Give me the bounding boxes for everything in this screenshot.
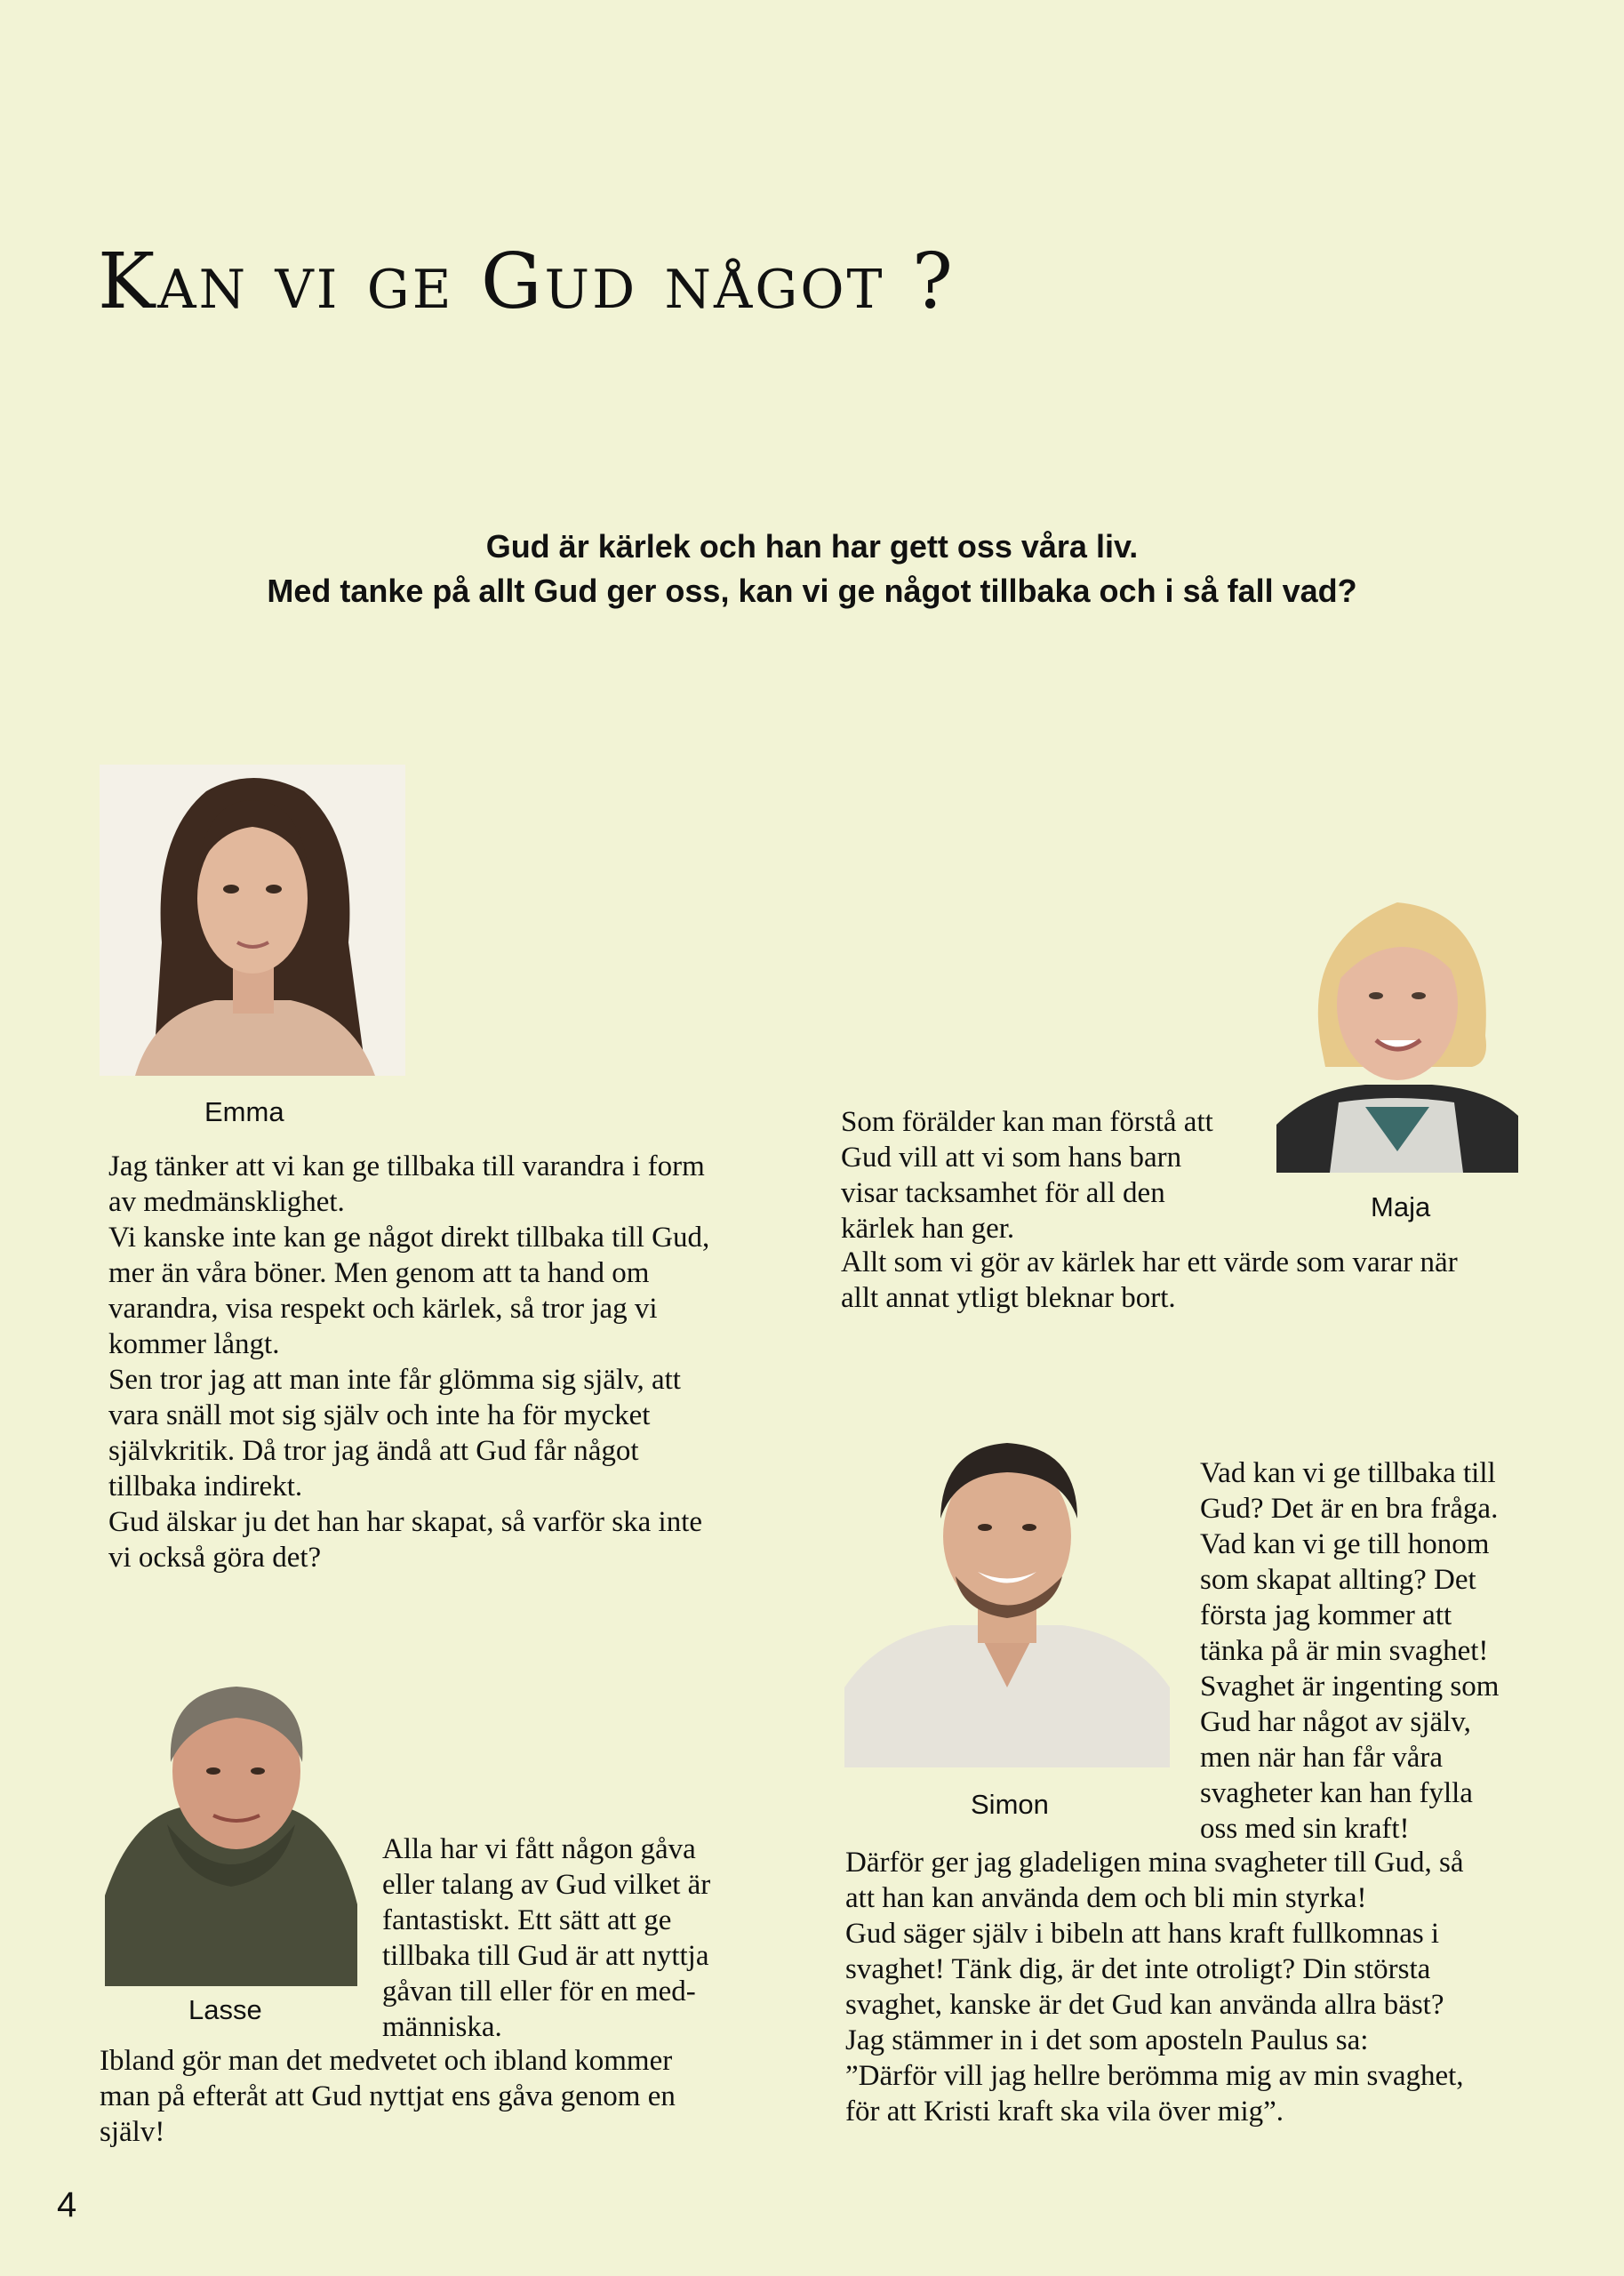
emma-text-line: tillbaka indirekt.	[108, 1471, 303, 1503]
intro-line-2: Med tanke på allt Gud ger oss, kan vi ge något tillbaka och i så fall vad?	[267, 573, 1357, 609]
lasse-text-line: själv!	[100, 2116, 165, 2148]
intro-line-1: Gud är kärlek och han har gett oss våra liv.	[485, 528, 1139, 565]
maja-text-top	[841, 1104, 1213, 1246]
simon-text-line: Vad kan vi ge tillbaka till	[1200, 1457, 1496, 1489]
emma-text-line: vara snäll mot sig själv och inte ha för mycket	[108, 1399, 651, 1431]
lasse-text-line: Alla har vi fått någon gåva	[382, 1833, 696, 1865]
maja-name: Maja	[1371, 1191, 1431, 1222]
emma-text-line: Gud älskar ju det han har skapat, så varför ska inte	[108, 1506, 703, 1538]
maja-text-line: Gud vill att vi som hans barn	[841, 1142, 1182, 1174]
simon-text-line: Gud säger själv i bibeln att hans kraft fullkomnas i	[845, 1918, 1440, 1950]
maja-text-line: visar tacksamhet för all den	[841, 1177, 1165, 1209]
lasse-text-top	[382, 1831, 710, 2045]
emma-text-line: självkritik. Då tror jag ändå att Gud får något	[108, 1435, 639, 1467]
lasse-text-line: fantastiskt. Ett sätt att ge	[382, 1904, 672, 1936]
simon-text-line: Därför ger jag gladeligen mina svagheter till Gud, så	[845, 1847, 1464, 1879]
simon-text-line: Vad kan vi ge till honom	[1200, 1528, 1490, 1560]
simon-text-line: Svaghet är ingenting som	[1200, 1671, 1500, 1703]
lasse-text-line: eller talang av Gud vilket är	[382, 1869, 711, 1901]
simon-text-line: för att Kristi kraft ska vila över mig”.	[845, 2096, 1284, 2128]
maja-text-line: kärlek han ger.	[841, 1213, 1015, 1245]
emma-photo	[100, 765, 405, 1076]
maja-text-line: allt annat ytligt bleknar bort.	[841, 1282, 1176, 1314]
simon-text-line: som skapat allting? Det	[1200, 1564, 1476, 1596]
simon-text-line: ”Därför vill jag hellre berömma mig av min svaghet,	[845, 2060, 1464, 2092]
simon-text-line: svaghet, kanske är det Gud kan använda allra bäst?	[845, 1989, 1444, 2021]
simon-text-line: Jag stämmer in i det som aposteln Paulus sa:	[845, 2024, 1369, 2056]
simon-text-bottom	[845, 1845, 1464, 2129]
lasse-text-bottom	[100, 2043, 676, 2150]
intro-text	[0, 525, 1624, 613]
maja-photo	[1276, 885, 1518, 1173]
lasse-text-line: man på efteråt att Gud nyttjat ens gåva genom en	[100, 2080, 676, 2112]
emma-text-line: av medmänsklighet.	[108, 1186, 345, 1218]
simon-text-line: första jag kommer att	[1200, 1599, 1452, 1631]
simon-text-line: svagheter kan han fylla	[1200, 1777, 1473, 1809]
emma-text	[108, 1149, 709, 1575]
simon-text-line: tänka på är min svaghet!	[1200, 1635, 1489, 1667]
simon-text-line: Gud? Det är en bra fråga.	[1200, 1493, 1499, 1525]
emma-text-line: vi också göra det?	[108, 1542, 322, 1574]
lasse-text-line: människa.	[382, 2011, 502, 2043]
emma-text-line: Sen tror jag att man inte får glömma sig själv, att	[108, 1364, 681, 1396]
lasse-text-line: gåvan till eller för en med-	[382, 1975, 696, 2008]
maja-text-bottom	[841, 1245, 1458, 1316]
simon-text-line: att han kan använda dem och bli min styrka!	[845, 1882, 1367, 1914]
simon-text-line: men när han får våra	[1200, 1742, 1444, 1774]
simon-text-top	[1200, 1455, 1499, 1847]
simon-text-line: oss med sin kraft!	[1200, 1813, 1410, 1845]
emma-name: Emma	[204, 1096, 284, 1127]
simon-name: Simon	[971, 1789, 1049, 1820]
lasse-name: Lasse	[188, 1994, 262, 2025]
emma-text-line: varandra, visa respekt och kärlek, så tror jag vi	[108, 1293, 658, 1325]
lasse-photo	[105, 1673, 357, 1986]
page-number: 4	[57, 2185, 77, 2224]
simon-photo	[844, 1421, 1170, 1767]
lasse-text-line: Ibland gör man det medvetet och ibland kommer	[100, 2045, 673, 2077]
emma-text-line: mer än våra böner. Men genom att ta hand om	[108, 1257, 650, 1289]
emma-text-line: Jag tänker att vi kan ge tillbaka till varandra i form	[108, 1150, 705, 1182]
emma-text-line: kommer långt.	[108, 1328, 280, 1360]
maja-text-line: Allt som vi gör av kärlek har ett värde som varar när	[841, 1246, 1458, 1278]
simon-text-line: Gud har något av själv,	[1200, 1706, 1471, 1738]
lasse-text-line: tillbaka till Gud är att nyttja	[382, 1940, 709, 1972]
page-title: Kan vi ge Gud något ?	[98, 237, 956, 326]
emma-text-line: Vi kanske inte kan ge något direkt tillbaka till Gud,	[108, 1222, 710, 1254]
simon-text-line: svaghet! Tänk dig, är det inte otroligt? Din största	[845, 1953, 1431, 1985]
maja-text-line: Som förälder kan man förstå att	[841, 1106, 1213, 1138]
